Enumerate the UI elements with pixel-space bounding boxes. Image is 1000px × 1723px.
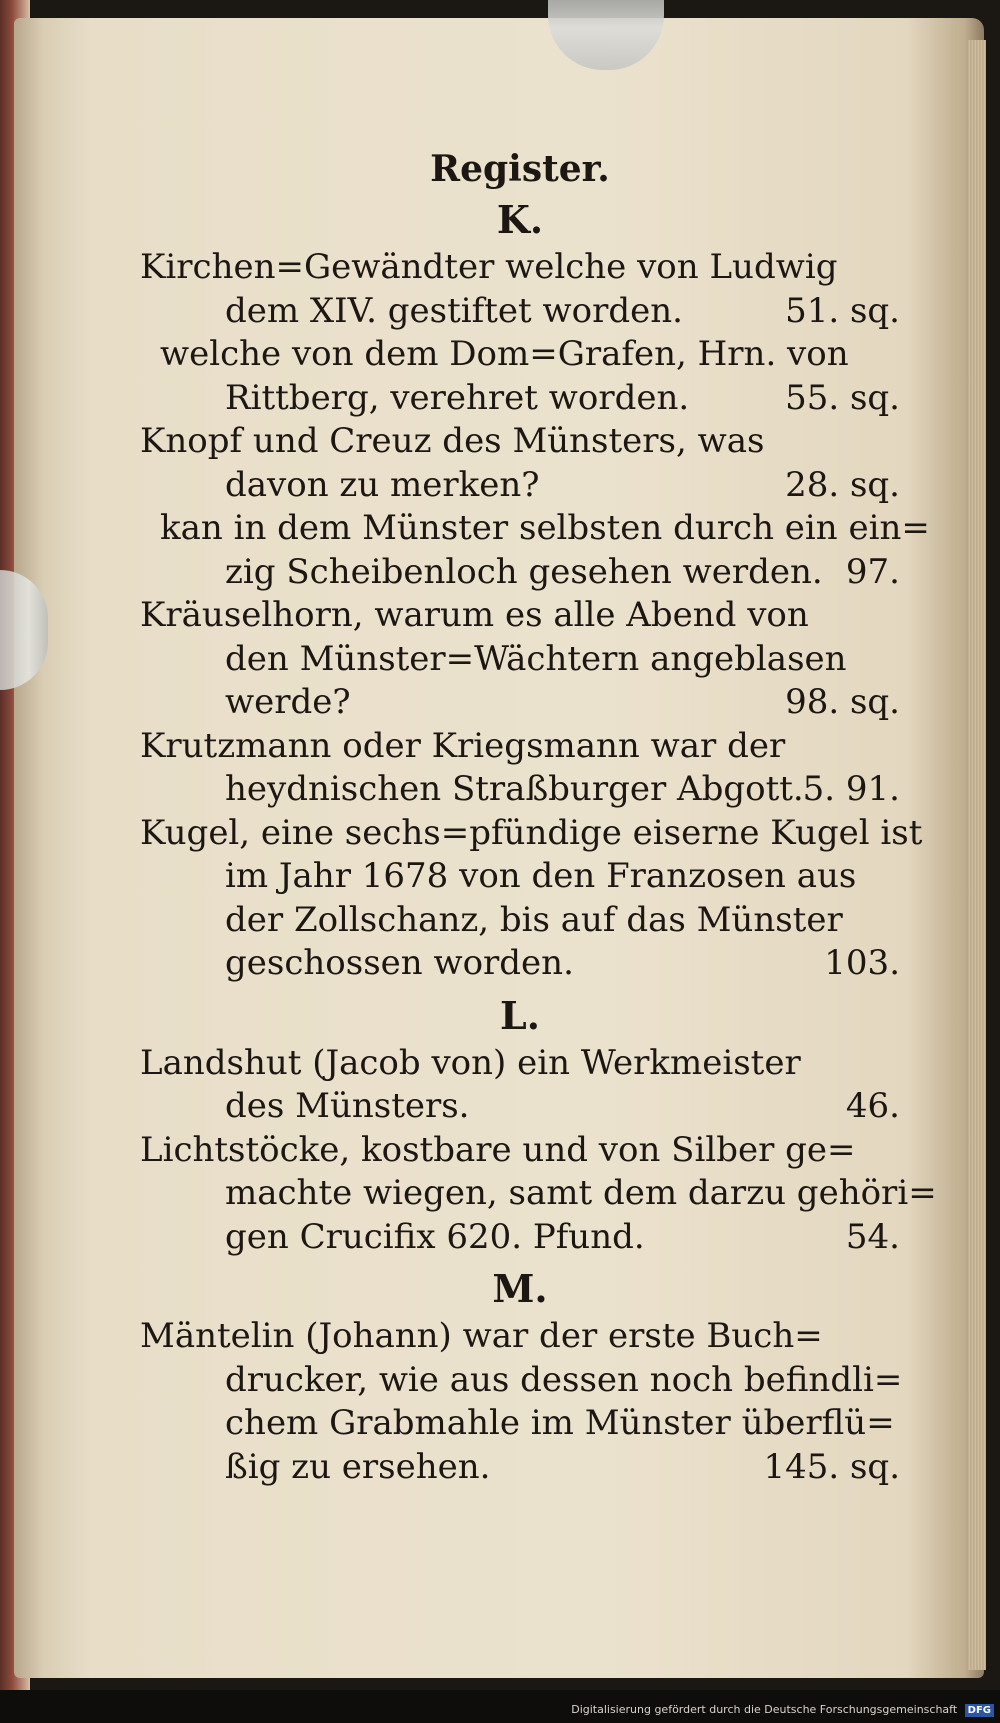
entry-line	[140, 420, 900, 464]
entry-line	[140, 1216, 900, 1260]
entry-line	[140, 942, 900, 986]
entry-line	[140, 1446, 900, 1490]
entry-line	[140, 681, 900, 725]
entry-line	[140, 1315, 900, 1359]
entry-line	[140, 1085, 900, 1129]
entry-text: Landshut (Jacob von) ein Werkmeister	[140, 1042, 801, 1083]
entry-text: des Münsters.	[225, 1086, 470, 1126]
entry-text: heydnischen Straßburger Abgott.	[225, 769, 804, 809]
section-letter: K.	[496, 197, 544, 242]
entry-text: Kräuselhorn, warum es alle Abend von	[140, 595, 809, 635]
entry-text: drucker, wie aus dessen noch befindli=	[225, 1359, 903, 1400]
entry-line	[140, 377, 900, 421]
running-head: Register.	[430, 148, 610, 190]
register-entry	[140, 812, 923, 986]
entry-line	[140, 1359, 903, 1403]
register-entry	[140, 246, 900, 333]
digitization-credit	[571, 1703, 994, 1717]
entry-text: der Zollschanz, bis auf das Münster	[225, 899, 843, 940]
entry-line	[140, 1042, 900, 1086]
register-entry	[140, 420, 900, 507]
page-reference: 54.	[845, 1216, 900, 1257]
entry-text: davon zu merken?	[225, 464, 540, 505]
page-reference: 98. sq.	[785, 682, 900, 722]
register-entry	[140, 725, 900, 812]
credit-text: Digitalisierung gefördert durch die Deutsche Forschungsgemeinschaft	[571, 1703, 958, 1716]
page-reference: 145. sq.	[763, 1446, 900, 1487]
register-entry	[140, 333, 900, 420]
entry-text: ßig zu ersehen.	[225, 1446, 491, 1487]
entry-text: Krutzmann oder Kriegsmann war der	[140, 725, 786, 766]
page-reference: 103.	[824, 943, 900, 983]
entry-line	[140, 1129, 900, 1173]
register-entry	[140, 1042, 900, 1129]
entry-line	[140, 1172, 937, 1216]
entry-line	[140, 333, 900, 377]
section-letter: M.	[492, 1266, 548, 1311]
page-reference: 46.	[845, 1086, 900, 1126]
entry-line	[140, 812, 923, 856]
entry-line	[140, 855, 900, 899]
entry-line	[140, 507, 930, 551]
entry-text: Kirchen=Gewändter welche von Ludwig	[140, 247, 838, 287]
entry-line	[140, 551, 900, 595]
entry-text: chem Grabmahle im Münster überflü=	[225, 1403, 895, 1443]
entry-text: Kugel, eine sechs=pfündige eiserne Kugel ist	[140, 812, 923, 853]
entry-text: Knopf und Creuz des Münsters, was	[140, 421, 765, 461]
register-entry	[140, 1129, 937, 1260]
entry-line	[140, 246, 900, 290]
entry-line	[140, 464, 900, 508]
register-entry	[140, 507, 930, 594]
register-entry	[140, 1315, 903, 1489]
page-reference: 97.	[845, 551, 900, 592]
entry-text: welche von dem Dom=Grafen, Hrn. von	[160, 334, 849, 374]
entry-text: werde?	[225, 682, 351, 722]
entry-text: dem XIV. gestiftet worden.	[225, 290, 683, 331]
page-reference: 28. sq.	[785, 464, 900, 505]
page-reference: 55. sq.	[785, 377, 900, 418]
register-text	[140, 148, 937, 1489]
entry-text: machte wiegen, samt dem darzu gehöri=	[225, 1173, 937, 1213]
dfg-logo: DFG	[965, 1704, 994, 1717]
entry-text: im Jahr 1678 von den Franzosen aus	[225, 856, 857, 896]
page-reference: 51. sq.	[785, 290, 900, 331]
entry-text: Lichtstöcke, kostbare und von Silber ge=	[140, 1129, 856, 1170]
page-reference: 5. 91.	[802, 769, 900, 809]
entry-text: geschossen worden.	[225, 943, 574, 983]
entry-line	[140, 638, 900, 682]
entry-text: gen Crucifix 620. Pfund.	[225, 1216, 645, 1257]
entry-text: kan in dem Münster selbsten durch ein ein=	[160, 508, 930, 548]
register-entry	[140, 594, 900, 725]
section-letter: L.	[500, 992, 540, 1038]
register-sections	[140, 194, 937, 1489]
entry-text: den Münster=Wächtern angeblasen	[225, 638, 847, 679]
entry-text: Mäntelin (Johann) war der erste Buch=	[140, 1316, 823, 1356]
entry-line	[140, 290, 900, 334]
entry-line	[140, 899, 900, 943]
entry-line	[140, 725, 900, 769]
entry-text: Rittberg, verehret worden.	[225, 377, 690, 418]
page-edges	[968, 40, 986, 1670]
entry-line	[140, 1402, 900, 1446]
entry-text: zig Scheibenloch gesehen werden.	[225, 551, 823, 592]
entry-line	[140, 768, 900, 812]
entry-line	[140, 594, 900, 638]
